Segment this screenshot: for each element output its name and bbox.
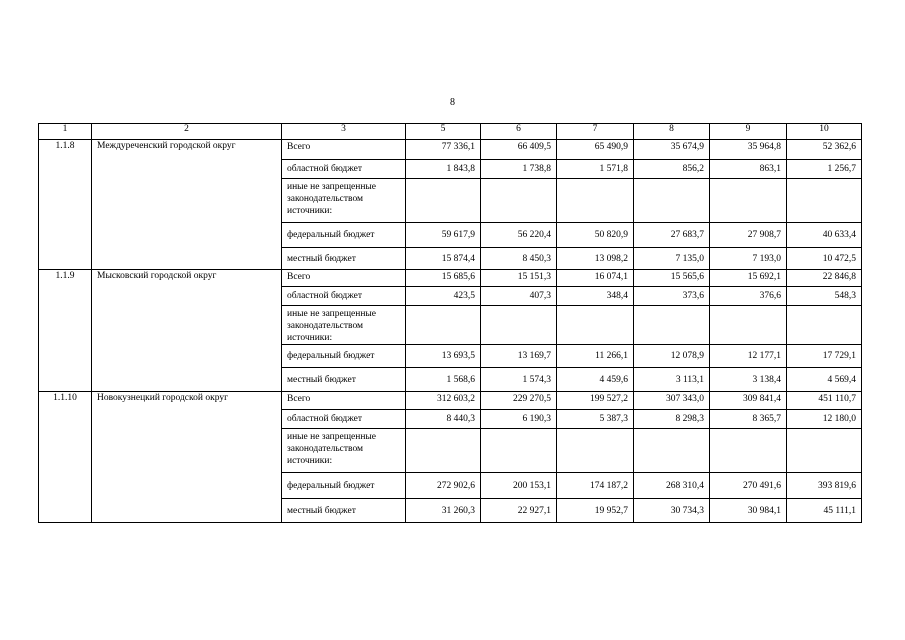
amount-cell bbox=[481, 179, 557, 223]
amount-cell bbox=[557, 429, 634, 473]
amount-cell: 35 674,9 bbox=[634, 140, 710, 160]
amount-cell: 15 565,6 bbox=[634, 270, 710, 287]
funding-source-label: Всего bbox=[282, 392, 406, 410]
funding-source-label: Всего bbox=[282, 140, 406, 160]
budget-table bbox=[38, 123, 862, 523]
amount-cell: 4 569,4 bbox=[787, 368, 862, 392]
funding-source-label: федеральный бюджет bbox=[282, 223, 406, 248]
amount-cell: 15 874,4 bbox=[406, 248, 481, 270]
municipality-name: Новокузнецкий городской округ bbox=[92, 392, 282, 523]
funding-source-label: федеральный бюджет bbox=[282, 473, 406, 499]
column-number: 1 bbox=[39, 124, 92, 140]
amount-cell: 50 820,9 bbox=[557, 223, 634, 248]
amount-cell: 407,3 bbox=[481, 287, 557, 306]
amount-cell: 12 177,1 bbox=[710, 345, 787, 368]
amount-cell: 268 310,4 bbox=[634, 473, 710, 499]
amount-cell: 56 220,4 bbox=[481, 223, 557, 248]
funding-source-label: местный бюджет bbox=[282, 368, 406, 392]
amount-cell: 451 110,7 bbox=[787, 392, 862, 410]
amount-cell: 200 153,1 bbox=[481, 473, 557, 499]
column-number: 6 bbox=[481, 124, 557, 140]
amount-cell: 4 459,6 bbox=[557, 368, 634, 392]
amount-cell: 307 343,0 bbox=[634, 392, 710, 410]
amount-cell: 856,2 bbox=[634, 160, 710, 179]
amount-cell: 13 098,2 bbox=[557, 248, 634, 270]
amount-cell: 17 729,1 bbox=[787, 345, 862, 368]
amount-cell: 174 187,2 bbox=[557, 473, 634, 499]
amount-cell: 1 738,8 bbox=[481, 160, 557, 179]
amount-cell: 11 266,1 bbox=[557, 345, 634, 368]
amount-cell bbox=[406, 429, 481, 473]
funding-source-label: областной бюджет bbox=[282, 287, 406, 306]
amount-cell: 8 440,3 bbox=[406, 410, 481, 429]
amount-cell bbox=[481, 429, 557, 473]
amount-cell: 13 169,7 bbox=[481, 345, 557, 368]
amount-cell: 31 260,3 bbox=[406, 499, 481, 523]
amount-cell: 373,6 bbox=[634, 287, 710, 306]
amount-cell bbox=[710, 306, 787, 345]
amount-cell: 27 683,7 bbox=[634, 223, 710, 248]
amount-cell: 15 685,6 bbox=[406, 270, 481, 287]
amount-cell: 15 151,3 bbox=[481, 270, 557, 287]
amount-cell: 3 113,1 bbox=[634, 368, 710, 392]
funding-source-label: местный бюджет bbox=[282, 499, 406, 523]
amount-cell bbox=[710, 429, 787, 473]
amount-cell: 52 362,6 bbox=[787, 140, 862, 160]
amount-cell: 22 927,1 bbox=[481, 499, 557, 523]
amount-cell: 6 190,3 bbox=[481, 410, 557, 429]
amount-cell bbox=[787, 306, 862, 345]
amount-cell: 199 527,2 bbox=[557, 392, 634, 410]
funding-source-label: местный бюджет bbox=[282, 248, 406, 270]
amount-cell: 1 568,6 bbox=[406, 368, 481, 392]
item-number: 1.1.8 bbox=[39, 140, 92, 270]
amount-cell: 40 633,4 bbox=[787, 223, 862, 248]
amount-cell: 5 387,3 bbox=[557, 410, 634, 429]
amount-cell: 77 336,1 bbox=[406, 140, 481, 160]
amount-cell: 65 490,9 bbox=[557, 140, 634, 160]
amount-cell: 272 902,6 bbox=[406, 473, 481, 499]
amount-cell: 16 074,1 bbox=[557, 270, 634, 287]
amount-cell: 35 964,8 bbox=[710, 140, 787, 160]
page-number: 8 bbox=[450, 97, 455, 108]
amount-cell: 423,5 bbox=[406, 287, 481, 306]
amount-cell: 270 491,6 bbox=[710, 473, 787, 499]
funding-source-label: областной бюджет bbox=[282, 160, 406, 179]
amount-cell: 15 692,1 bbox=[710, 270, 787, 287]
amount-cell bbox=[481, 306, 557, 345]
funding-source-label: иные не запрещенные законодательством источники: bbox=[282, 306, 406, 345]
column-number: 8 bbox=[634, 124, 710, 140]
municipality-name: Мысковский городской округ bbox=[92, 270, 282, 392]
funding-source-label: иные не запрещенные законодательством источники: bbox=[282, 429, 406, 473]
municipality-name: Междуреченский городской округ bbox=[92, 140, 282, 270]
amount-cell bbox=[406, 306, 481, 345]
funding-source-label: федеральный бюджет bbox=[282, 345, 406, 368]
amount-cell: 19 952,7 bbox=[557, 499, 634, 523]
column-number: 2 bbox=[92, 124, 282, 140]
amount-cell: 12 078,9 bbox=[634, 345, 710, 368]
amount-cell: 7 193,0 bbox=[710, 248, 787, 270]
amount-cell: 7 135,0 bbox=[634, 248, 710, 270]
amount-cell bbox=[710, 179, 787, 223]
amount-cell: 13 693,5 bbox=[406, 345, 481, 368]
amount-cell: 8 450,3 bbox=[481, 248, 557, 270]
item-number: 1.1.9 bbox=[39, 270, 92, 392]
amount-cell bbox=[557, 179, 634, 223]
amount-cell: 8 298,3 bbox=[634, 410, 710, 429]
amount-cell: 312 603,2 bbox=[406, 392, 481, 410]
amount-cell: 1 571,8 bbox=[557, 160, 634, 179]
amount-cell: 309 841,4 bbox=[710, 392, 787, 410]
amount-cell: 3 138,4 bbox=[710, 368, 787, 392]
amount-cell bbox=[406, 179, 481, 223]
amount-cell: 30 734,3 bbox=[634, 499, 710, 523]
amount-cell bbox=[787, 429, 862, 473]
amount-cell: 1 256,7 bbox=[787, 160, 862, 179]
amount-cell: 229 270,5 bbox=[481, 392, 557, 410]
funding-source-label: областной бюджет bbox=[282, 410, 406, 429]
amount-cell: 863,1 bbox=[710, 160, 787, 179]
amount-cell: 376,6 bbox=[710, 287, 787, 306]
amount-cell: 45 111,1 bbox=[787, 499, 862, 523]
funding-source-label: Всего bbox=[282, 270, 406, 287]
column-number: 3 bbox=[282, 124, 406, 140]
amount-cell: 10 472,5 bbox=[787, 248, 862, 270]
amount-cell: 548,3 bbox=[787, 287, 862, 306]
table-row bbox=[39, 140, 862, 160]
funding-source-label: иные не запрещенные законодательством источники: bbox=[282, 179, 406, 223]
amount-cell bbox=[634, 429, 710, 473]
table-row bbox=[39, 270, 862, 287]
amount-cell: 1 843,8 bbox=[406, 160, 481, 179]
amount-cell: 27 908,7 bbox=[710, 223, 787, 248]
amount-cell bbox=[557, 306, 634, 345]
column-numbers-row bbox=[39, 124, 862, 140]
column-number: 9 bbox=[710, 124, 787, 140]
amount-cell: 1 574,3 bbox=[481, 368, 557, 392]
column-number: 7 bbox=[557, 124, 634, 140]
amount-cell bbox=[634, 306, 710, 345]
amount-cell: 30 984,1 bbox=[710, 499, 787, 523]
amount-cell: 348,4 bbox=[557, 287, 634, 306]
column-number: 10 bbox=[787, 124, 862, 140]
amount-cell bbox=[787, 179, 862, 223]
amount-cell: 393 819,6 bbox=[787, 473, 862, 499]
amount-cell: 22 846,8 bbox=[787, 270, 862, 287]
amount-cell: 66 409,5 bbox=[481, 140, 557, 160]
table-row bbox=[39, 392, 862, 410]
amount-cell: 8 365,7 bbox=[710, 410, 787, 429]
item-number: 1.1.10 bbox=[39, 392, 92, 523]
amount-cell: 12 180,0 bbox=[787, 410, 862, 429]
column-number: 5 bbox=[406, 124, 481, 140]
amount-cell: 59 617,9 bbox=[406, 223, 481, 248]
amount-cell bbox=[634, 179, 710, 223]
